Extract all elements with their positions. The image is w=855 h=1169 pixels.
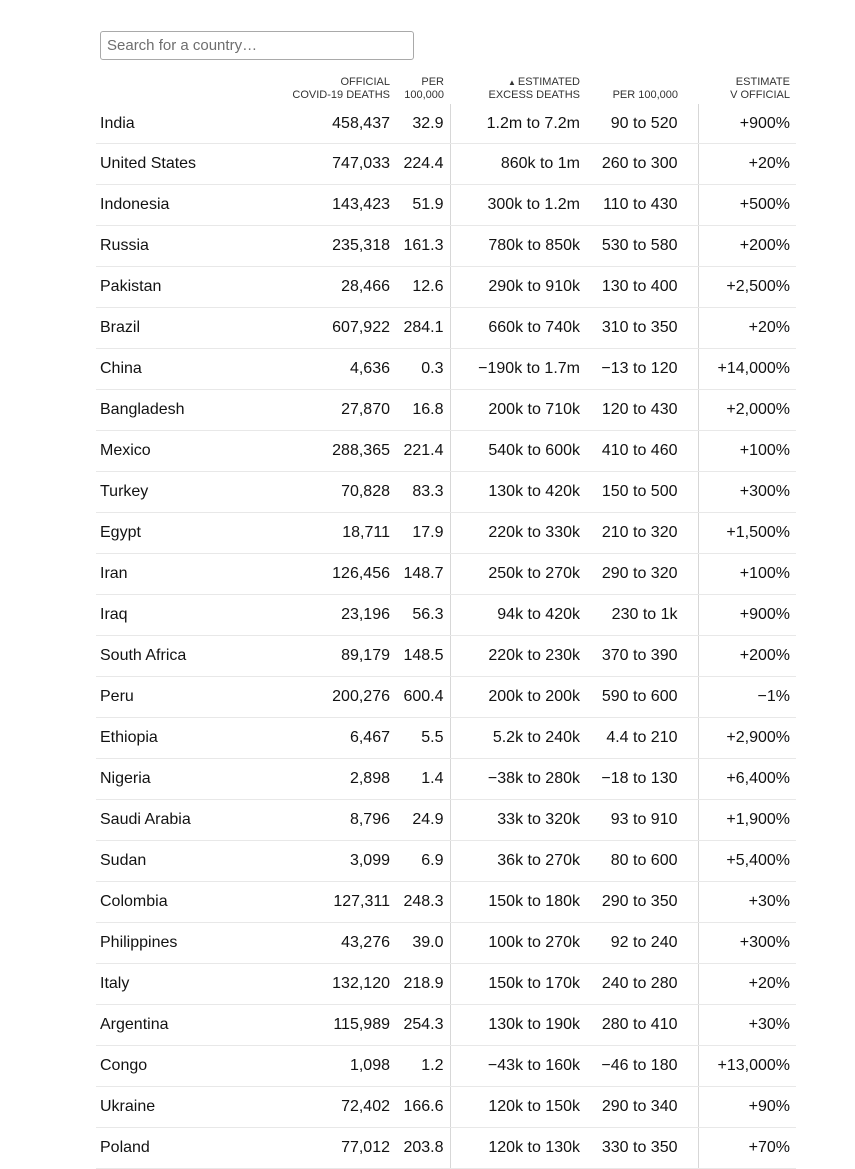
estimate-per-100k-cell: 260 to 300 (586, 144, 698, 185)
table-row (96, 349, 796, 390)
estimate-vs-official-cell: +20% (698, 308, 796, 349)
estimate-per-100k-cell: 4.4 to 210 (586, 718, 698, 759)
table-row (96, 964, 796, 1005)
estimate-vs-official-cell: +900% (698, 104, 796, 144)
official-deaths-cell: 23,196 (286, 595, 396, 636)
estimate-vs-official-cell: +300% (698, 923, 796, 964)
table-row (96, 923, 796, 964)
per-100k-cell: 161.3 (396, 226, 450, 267)
country-cell: Nigeria (96, 759, 286, 800)
header-per-100k[interactable]: PER 100,000 (404, 76, 444, 101)
table-row (96, 1005, 796, 1046)
official-deaths-cell: 235,318 (286, 226, 396, 267)
per-100k-cell: 284.1 (396, 308, 450, 349)
per-100k-cell: 32.9 (396, 104, 450, 144)
country-cell: Colombia (96, 882, 286, 923)
estimate-per-100k-cell: 130 to 400 (586, 267, 698, 308)
country-cell: Bangladesh (96, 390, 286, 431)
per-100k-cell: 248.3 (396, 882, 450, 923)
estimate-vs-official-cell: +13,000% (698, 1046, 796, 1087)
estimate-per-100k-cell: 92 to 240 (586, 923, 698, 964)
per-100k-cell: 218.9 (396, 964, 450, 1005)
country-cell: South Africa (96, 636, 286, 677)
header-country[interactable] (96, 74, 286, 104)
estimate-vs-official-cell: +20% (698, 964, 796, 1005)
per-100k-cell: 1.2 (396, 1046, 450, 1087)
country-cell: Pakistan (96, 267, 286, 308)
table-row (96, 1046, 796, 1087)
table-row (96, 677, 796, 718)
country-cell: Philippines (96, 923, 286, 964)
excess-deaths-table (96, 74, 796, 1169)
country-cell: Ukraine (96, 1087, 286, 1128)
estimate-per-100k-cell: 280 to 410 (586, 1005, 698, 1046)
official-deaths-cell: 89,179 (286, 636, 396, 677)
estimate-vs-official-cell: −1% (698, 677, 796, 718)
official-deaths-cell: 72,402 (286, 1087, 396, 1128)
per-100k-cell: 203.8 (396, 1128, 450, 1169)
estimated-excess-cell: 220k to 330k (450, 513, 586, 554)
country-cell: Argentina (96, 1005, 286, 1046)
official-deaths-cell: 127,311 (286, 882, 396, 923)
country-cell: Iraq (96, 595, 286, 636)
estimate-vs-official-cell: +2,900% (698, 718, 796, 759)
estimate-vs-official-cell: +90% (698, 1087, 796, 1128)
estimated-excess-cell: 860k to 1m (450, 144, 586, 185)
estimate-vs-official-cell: +200% (698, 226, 796, 267)
table-row (96, 431, 796, 472)
estimate-per-100k-cell: 310 to 350 (586, 308, 698, 349)
country-cell: Russia (96, 226, 286, 267)
estimate-per-100k-cell: 110 to 430 (586, 185, 698, 226)
table-row (96, 759, 796, 800)
estimate-per-100k-cell: 290 to 340 (586, 1087, 698, 1128)
estimate-per-100k-cell: 530 to 580 (586, 226, 698, 267)
estimate-per-100k-cell: 370 to 390 (586, 636, 698, 677)
country-cell: Egypt (96, 513, 286, 554)
estimated-excess-cell: 540k to 600k (450, 431, 586, 472)
estimate-per-100k-cell: −18 to 130 (586, 759, 698, 800)
table-row (96, 513, 796, 554)
official-deaths-cell: 2,898 (286, 759, 396, 800)
table-row (96, 1087, 796, 1128)
table-row (96, 267, 796, 308)
official-deaths-cell: 28,466 (286, 267, 396, 308)
country-cell: Ethiopia (96, 718, 286, 759)
country-cell: Turkey (96, 472, 286, 513)
official-deaths-cell: 200,276 (286, 677, 396, 718)
estimated-excess-cell: 130k to 190k (450, 1005, 586, 1046)
estimate-per-100k-cell: 240 to 280 (586, 964, 698, 1005)
estimate-per-100k-cell: 290 to 320 (586, 554, 698, 595)
estimate-per-100k-cell: 90 to 520 (586, 104, 698, 144)
official-deaths-cell: 6,467 (286, 718, 396, 759)
official-deaths-cell: 747,033 (286, 144, 396, 185)
estimate-vs-official-cell: +2,500% (698, 267, 796, 308)
country-cell: Peru (96, 677, 286, 718)
estimated-excess-cell: 780k to 850k (450, 226, 586, 267)
estimate-per-100k-cell: −46 to 180 (586, 1046, 698, 1087)
estimate-vs-official-cell: +30% (698, 1005, 796, 1046)
estimated-excess-cell: 1.2m to 7.2m (450, 104, 586, 144)
estimated-excess-cell: 660k to 740k (450, 308, 586, 349)
country-cell: Mexico (96, 431, 286, 472)
table-row (96, 595, 796, 636)
country-cell: Saudi Arabia (96, 800, 286, 841)
estimated-excess-cell: 250k to 270k (450, 554, 586, 595)
country-cell: Congo (96, 1046, 286, 1087)
table-row (96, 800, 796, 841)
country-cell: China (96, 349, 286, 390)
header-estimated-excess-deaths[interactable]: ▲ ESTIMATED EXCESS DEATHS (488, 76, 580, 101)
estimate-per-100k-cell: −13 to 120 (586, 349, 698, 390)
official-deaths-cell: 18,711 (286, 513, 396, 554)
estimate-per-100k-cell: 330 to 350 (586, 1128, 698, 1169)
table-header (96, 74, 796, 104)
official-deaths-cell: 3,099 (286, 841, 396, 882)
per-100k-cell: 17.9 (396, 513, 450, 554)
per-100k-cell: 600.4 (396, 677, 450, 718)
per-100k-cell: 148.7 (396, 554, 450, 595)
estimated-excess-cell: −43k to 160k (450, 1046, 586, 1087)
estimate-vs-official-cell: +100% (698, 431, 796, 472)
estimate-vs-official-cell: +30% (698, 882, 796, 923)
header-estimate-vs-official[interactable]: ESTIMATE V OFFICIAL (730, 76, 790, 101)
estimated-excess-cell: −190k to 1.7m (450, 349, 586, 390)
per-100k-cell: 221.4 (396, 431, 450, 472)
official-deaths-cell: 458,437 (286, 104, 396, 144)
estimated-excess-cell: 150k to 180k (450, 882, 586, 923)
estimate-vs-official-cell: +1,900% (698, 800, 796, 841)
estimated-excess-cell: 200k to 200k (450, 677, 586, 718)
sort-ascending-icon: ▲ (507, 78, 516, 87)
estimate-per-100k-cell: 93 to 910 (586, 800, 698, 841)
country-cell: Iran (96, 554, 286, 595)
estimate-per-100k-cell: 290 to 350 (586, 882, 698, 923)
country-cell: Italy (96, 964, 286, 1005)
estimate-per-100k-cell: 410 to 460 (586, 431, 698, 472)
estimate-per-100k-cell: 80 to 600 (586, 841, 698, 882)
estimate-vs-official-cell: +14,000% (698, 349, 796, 390)
official-deaths-cell: 1,098 (286, 1046, 396, 1087)
estimated-excess-cell: 130k to 420k (450, 472, 586, 513)
estimate-vs-official-cell: +900% (698, 595, 796, 636)
table-row (96, 308, 796, 349)
country-cell: India (96, 104, 286, 144)
official-deaths-cell: 77,012 (286, 1128, 396, 1169)
table-row (96, 104, 796, 144)
official-deaths-cell: 43,276 (286, 923, 396, 964)
table-body (96, 104, 796, 1169)
per-100k-cell: 254.3 (396, 1005, 450, 1046)
estimated-excess-cell: 120k to 130k (450, 1128, 586, 1169)
official-deaths-cell: 607,922 (286, 308, 396, 349)
table-row (96, 1128, 796, 1169)
estimate-vs-official-cell: +200% (698, 636, 796, 677)
official-deaths-cell: 143,423 (286, 185, 396, 226)
table-row (96, 882, 796, 923)
country-cell: Brazil (96, 308, 286, 349)
estimate-vs-official-cell: +100% (698, 554, 796, 595)
per-100k-cell: 1.4 (396, 759, 450, 800)
per-100k-cell: 6.9 (396, 841, 450, 882)
official-deaths-cell: 4,636 (286, 349, 396, 390)
estimated-excess-cell: 300k to 1.2m (450, 185, 586, 226)
header-estimate-per-100k[interactable]: PER 100,000 (612, 89, 678, 101)
estimate-per-100k-cell: 120 to 430 (586, 390, 698, 431)
estimated-excess-cell: 100k to 270k (450, 923, 586, 964)
table-row (96, 841, 796, 882)
estimated-excess-cell: 5.2k to 240k (450, 718, 586, 759)
country-cell: United States (96, 144, 286, 185)
table-row (96, 718, 796, 759)
estimate-vs-official-cell: +500% (698, 185, 796, 226)
table-row (96, 636, 796, 677)
estimate-per-100k-cell: 150 to 500 (586, 472, 698, 513)
estimated-excess-cell: 36k to 270k (450, 841, 586, 882)
estimated-excess-cell: −38k to 280k (450, 759, 586, 800)
header-official-deaths[interactable]: OFFICIAL COVID-19 DEATHS (292, 76, 390, 101)
table-row (96, 390, 796, 431)
estimate-vs-official-cell: +300% (698, 472, 796, 513)
official-deaths-cell: 126,456 (286, 554, 396, 595)
per-100k-cell: 5.5 (396, 718, 450, 759)
official-deaths-cell: 115,989 (286, 1005, 396, 1046)
table-row (96, 144, 796, 185)
estimated-excess-cell: 120k to 150k (450, 1087, 586, 1128)
estimate-vs-official-cell: +20% (698, 144, 796, 185)
country-cell: Sudan (96, 841, 286, 882)
estimate-per-100k-cell: 210 to 320 (586, 513, 698, 554)
official-deaths-cell: 70,828 (286, 472, 396, 513)
estimated-excess-cell: 150k to 170k (450, 964, 586, 1005)
per-100k-cell: 148.5 (396, 636, 450, 677)
estimated-excess-cell: 290k to 910k (450, 267, 586, 308)
per-100k-cell: 56.3 (396, 595, 450, 636)
country-cell: Poland (96, 1128, 286, 1169)
per-100k-cell: 39.0 (396, 923, 450, 964)
official-deaths-cell: 132,120 (286, 964, 396, 1005)
per-100k-cell: 12.6 (396, 267, 450, 308)
estimate-per-100k-cell: 590 to 600 (586, 677, 698, 718)
per-100k-cell: 166.6 (396, 1087, 450, 1128)
per-100k-cell: 16.8 (396, 390, 450, 431)
per-100k-cell: 24.9 (396, 800, 450, 841)
table-row (96, 472, 796, 513)
estimated-excess-cell: 94k to 420k (450, 595, 586, 636)
estimate-vs-official-cell: +2,000% (698, 390, 796, 431)
table-row (96, 554, 796, 595)
per-100k-cell: 83.3 (396, 472, 450, 513)
estimate-vs-official-cell: +70% (698, 1128, 796, 1169)
official-deaths-cell: 27,870 (286, 390, 396, 431)
per-100k-cell: 224.4 (396, 144, 450, 185)
estimate-vs-official-cell: +5,400% (698, 841, 796, 882)
country-search-input[interactable] (100, 31, 414, 60)
estimate-vs-official-cell: +6,400% (698, 759, 796, 800)
per-100k-cell: 0.3 (396, 349, 450, 390)
table-row (96, 185, 796, 226)
table-row (96, 226, 796, 267)
per-100k-cell: 51.9 (396, 185, 450, 226)
country-cell: Indonesia (96, 185, 286, 226)
estimate-vs-official-cell: +1,500% (698, 513, 796, 554)
official-deaths-cell: 288,365 (286, 431, 396, 472)
estimated-excess-cell: 200k to 710k (450, 390, 586, 431)
official-deaths-cell: 8,796 (286, 800, 396, 841)
estimated-excess-cell: 33k to 320k (450, 800, 586, 841)
estimated-excess-cell: 220k to 230k (450, 636, 586, 677)
estimate-per-100k-cell: 230 to 1k (586, 595, 698, 636)
